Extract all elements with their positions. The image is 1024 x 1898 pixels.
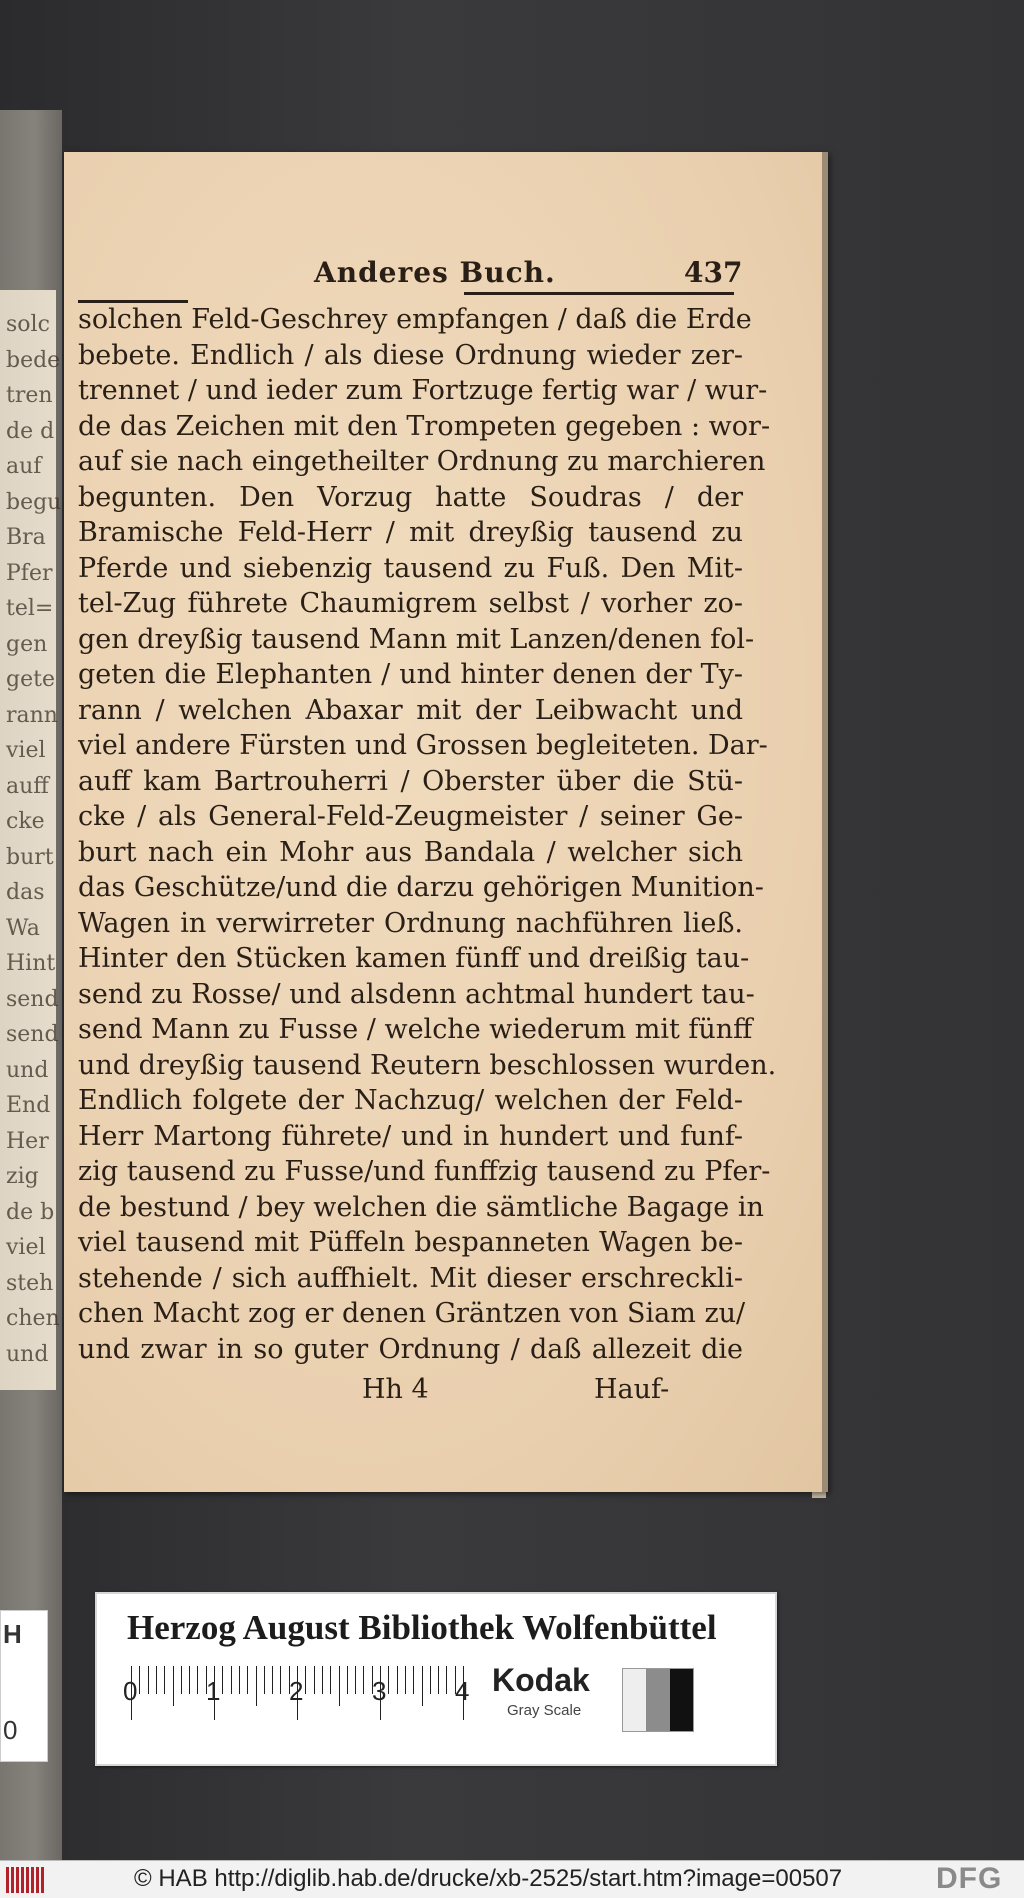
text-line: gen dreyßig tausend Mann mit Lanzen/denen fol- — [78, 623, 755, 655]
text-line: Bramische Feld-Herr / mit dreyßig tausend zu — [78, 517, 743, 548]
scale-tick — [314, 1666, 315, 1694]
text-line: Pferde und siebenzig tausend zu Fuß. Den Mit- — [78, 552, 743, 584]
scale-tick — [173, 1666, 174, 1706]
dfg-logo: DFG — [936, 1862, 1003, 1895]
previous-page-text: Pfer — [6, 560, 53, 586]
scale-number: 3 — [372, 1676, 387, 1706]
previous-page-text: Bra — [6, 525, 46, 550]
scale-tick — [347, 1666, 348, 1694]
text-line: solchen Feld-Geschrey empfangen / daß die Erde — [78, 304, 752, 335]
previous-page-text: steh — [6, 1270, 54, 1296]
scale-tick — [322, 1666, 323, 1694]
gray-scale-label: Gray Scale — [507, 1702, 582, 1719]
previous-page-text: tel= — [6, 596, 54, 621]
previous-page-text: gete — [6, 667, 55, 692]
text-line: trennet / und ieder zum Fortzuge fertig war / wur- — [78, 375, 768, 406]
previous-page-text: gen — [6, 631, 48, 657]
scale-tick — [363, 1666, 364, 1694]
catchword: Hauf- — [594, 1374, 670, 1405]
kodak-brand: Kodak — [492, 1662, 590, 1698]
scale-tick — [156, 1666, 157, 1694]
scale-tick — [181, 1666, 182, 1694]
previous-page-text: bede — [6, 347, 61, 373]
scale-number: 2 — [289, 1676, 304, 1706]
previous-page-text: chen — [6, 1306, 60, 1331]
gray-swatches — [622, 1668, 694, 1732]
scale-tick — [189, 1666, 190, 1694]
label-title: Herzog August Bibliothek Wolfenbüttel — [127, 1608, 717, 1647]
scale-tick — [388, 1666, 389, 1694]
scale-tick — [164, 1666, 165, 1694]
hab-logo-icon — [6, 1867, 46, 1893]
previous-page-fragment — [0, 290, 62, 1390]
text-line: Endlich folgete der Nachzug/ welchen der Feld- — [78, 1085, 743, 1116]
previous-page-text: auff — [6, 773, 49, 799]
scale-tick — [330, 1666, 331, 1694]
previous-page-text: send — [6, 1022, 59, 1047]
previous-page-text: viel — [6, 1235, 46, 1260]
scale-tick — [405, 1666, 406, 1694]
scale-number: 0 — [123, 1676, 138, 1706]
text-line: send Mann zu Fusse / welche wiederum mit fünff — [78, 1014, 753, 1045]
scale-tick — [339, 1666, 340, 1706]
gray-swatch — [646, 1669, 669, 1731]
running-head: Anderes Buch. — [314, 256, 556, 289]
text-line: cke / als General-Feld-Zeugmeister / seiner Ge- — [78, 801, 743, 832]
previous-page-text: Hint — [6, 951, 56, 976]
scale-tick — [272, 1666, 273, 1694]
text-line: geten die Elephanten / und hinter denen der Ty- — [78, 659, 743, 690]
footer-bar — [0, 1860, 1024, 1898]
scale-tick — [231, 1666, 232, 1694]
scale-tick — [397, 1666, 398, 1694]
footer-source-text: © HAB http://diglib.hab.de/drucke/xb-2525/start.htm?image=00507 — [134, 1865, 843, 1892]
text-line: rann / welchen Abaxar mit der Leibwacht und — [78, 694, 743, 726]
text-line: de das Zeichen mit den Trompeten gegeben : wor- — [78, 410, 771, 442]
previous-page-text: rann — [6, 702, 58, 728]
text-line: chen Macht zog er denen Gräntzen von Siam zu/ — [78, 1298, 746, 1329]
previous-page-text: End — [6, 1093, 51, 1118]
previous-page-text: das — [6, 880, 45, 905]
text-line: und dreyßig tausend Reutern beschlossen wurden. — [78, 1049, 777, 1081]
scale-tick — [422, 1666, 423, 1706]
previous-page-text: send — [6, 986, 59, 1012]
scale-tick — [239, 1666, 240, 1694]
scale-tick — [139, 1666, 140, 1694]
previous-page-text: viel — [6, 738, 46, 763]
previous-page-text: solc — [6, 312, 50, 337]
scale-tick — [305, 1666, 306, 1694]
text-line: send zu Rosse/ und alsdenn achtmal hundert tau- — [78, 978, 755, 1010]
text-line: Hinter den Stücken kamen fünff und dreißig tau- — [78, 943, 750, 974]
label-fragment-text: 0 — [3, 1715, 18, 1745]
previous-page-text: de d — [6, 418, 55, 444]
text-line: burt nach ein Mohr aus Bandala / welcher sich — [78, 836, 743, 868]
previous-page-text: und — [6, 1057, 49, 1083]
text-line: zig tausend zu Fusse/und funffzig tausend zu Pfer- — [78, 1156, 771, 1187]
signature-mark: Hh 4 — [362, 1374, 429, 1405]
scale-tick — [222, 1666, 223, 1694]
text-line: das Geschütze/und die darzu gehörigen Munition- — [78, 872, 764, 903]
library-label — [95, 1592, 777, 1766]
head-rule — [464, 292, 734, 295]
text-line: viel andere Fürsten und Grossen begleiteten. Dar- — [78, 730, 768, 761]
body-text — [78, 302, 777, 1367]
scale-tick — [148, 1666, 149, 1694]
previous-page-text: cke — [6, 809, 45, 834]
previous-page-text: Wa — [6, 915, 40, 941]
text-line: auff kam Bartrouherri / Oberster über die Stü- — [78, 765, 743, 797]
scale-tick — [197, 1666, 198, 1694]
previous-page-text: begu — [6, 489, 62, 515]
scale-tick — [355, 1666, 356, 1694]
previous-page-text: Her — [6, 1128, 49, 1154]
text-line: begunten. Den Vorzug hatte Soudras / der — [78, 481, 743, 513]
scale-tick — [256, 1666, 257, 1706]
previous-page-text: zig — [6, 1164, 39, 1189]
label-fragment-text: H — [3, 1619, 22, 1649]
text-line: auf sie nach eingetheilter Ordnung zu marchieren — [78, 446, 766, 477]
scale-tick — [264, 1666, 265, 1694]
scale-tick — [280, 1666, 281, 1694]
text-line: Wagen in verwirreter Ordnung nachführen ließ. — [78, 907, 743, 939]
previous-page-text: auf — [6, 454, 42, 479]
gray-swatch — [623, 1669, 646, 1731]
scale-tick — [438, 1666, 439, 1694]
previous-page-text: de b — [6, 1199, 55, 1225]
gray-swatch — [670, 1669, 693, 1731]
scale-tick — [413, 1666, 414, 1694]
text-line: und zwar in so guter Ordnung / daß allezeit die — [78, 1333, 743, 1365]
text-line: viel tausend mit Püffeln bespanneten Wagen be- — [78, 1227, 743, 1258]
text-line: de bestund / bey welchen die sämtliche Bagage in — [78, 1191, 764, 1223]
previous-label-fragment — [0, 1610, 48, 1762]
scale-number: 1 — [206, 1676, 221, 1706]
scale-number: 4 — [455, 1676, 470, 1706]
previous-page-text: tren — [6, 383, 53, 408]
book-page — [64, 152, 828, 1492]
scale-tick — [446, 1666, 447, 1694]
text-line: bebete. Endlich / als diese Ordnung wieder zer- — [78, 339, 743, 371]
text-line: Herr Martong führete/ und in hundert und funf- — [78, 1120, 743, 1152]
scale-tick — [247, 1666, 248, 1694]
previous-page-text: burt — [6, 844, 54, 870]
previous-page-text: und — [6, 1341, 49, 1367]
text-line: stehende / sich auffhielt. Mit dieser erschreckli- — [78, 1262, 743, 1294]
scale-tick — [430, 1666, 431, 1694]
text-line: tel-Zug führete Chaumigrem selbst / vorher zo- — [78, 588, 743, 619]
page-number: 437 — [684, 256, 743, 289]
